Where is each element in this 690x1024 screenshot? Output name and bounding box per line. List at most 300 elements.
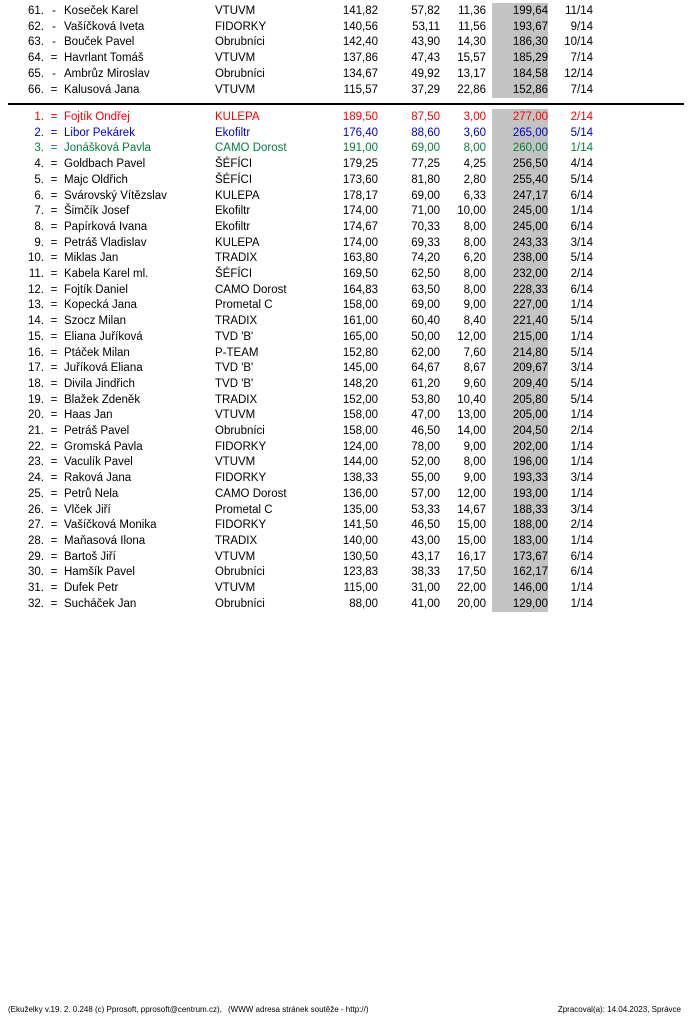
- table-row: [0, 346, 690, 362]
- team-name: Obrubníci: [215, 566, 265, 579]
- score-full: 142,40: [342, 36, 378, 49]
- player-name: Jonášková Pavla: [64, 142, 151, 155]
- score-full: 152,80: [342, 346, 378, 359]
- rank-cell: 27.: [28, 519, 44, 532]
- team-name: TRADIX: [215, 252, 258, 265]
- rank-cell: 22.: [28, 440, 44, 453]
- misses: 8,00: [463, 220, 486, 233]
- misses: 4,25: [463, 158, 486, 171]
- misses: 8,00: [463, 268, 486, 280]
- score-clear: 69,00: [411, 142, 440, 155]
- misses: 6,33: [463, 189, 486, 202]
- misses: 9,60: [463, 377, 486, 390]
- total-score: 152,86: [512, 83, 548, 96]
- round-order: 3/14: [570, 362, 593, 375]
- rank-cell: 8.: [34, 220, 44, 233]
- score-clear: 87,50: [411, 111, 440, 123]
- table-row: [0, 361, 690, 377]
- player-name: Vlček Jiří: [64, 503, 111, 516]
- player-name: Szocz Milan: [64, 315, 126, 328]
- table-row: [0, 565, 690, 581]
- rank-cell: 30.: [28, 566, 44, 579]
- misses: 8,00: [463, 456, 486, 469]
- score-clear: 74,20: [411, 252, 440, 265]
- table-row: [0, 393, 690, 409]
- round-order: 1/14: [570, 409, 593, 422]
- player-name: Libor Pekárek: [64, 126, 135, 139]
- total-score: 277,00: [512, 111, 548, 123]
- team-name: P-TEAM: [215, 346, 259, 359]
- table-row: [0, 236, 690, 252]
- round-order: 6/14: [570, 550, 593, 563]
- change-mark: =: [50, 220, 58, 233]
- round-order: 6/14: [570, 566, 593, 579]
- score-clear: 43,90: [411, 36, 440, 49]
- score-clear: 31,00: [411, 582, 440, 594]
- score-clear: 47,00: [411, 409, 440, 422]
- misses: 12,00: [457, 330, 486, 343]
- player-name: Miklas Jan: [64, 252, 119, 265]
- total-score: 255,40: [512, 173, 548, 186]
- table-row: [0, 126, 690, 142]
- change-mark: =: [50, 534, 58, 547]
- round-order: 1/14: [570, 456, 593, 469]
- player-name: Bartoš Jiří: [64, 550, 116, 563]
- total-score: 193,33: [512, 472, 548, 485]
- team-name: TRADIX: [215, 315, 258, 328]
- misses: 15,57: [457, 52, 486, 65]
- score-full: 178,17: [342, 189, 378, 202]
- change-mark: =: [50, 566, 58, 579]
- score-full: 130,50: [342, 550, 378, 563]
- change-mark: =: [50, 503, 58, 516]
- rank-cell: 25.: [28, 487, 44, 500]
- player-name: Goldbach Pavel: [64, 158, 146, 171]
- player-name: Petráš Pavel: [64, 425, 130, 437]
- change-mark: =: [50, 52, 58, 65]
- team-name: FIDORKY: [215, 440, 267, 453]
- round-order: 2/14: [570, 111, 593, 123]
- table-row: [0, 141, 690, 157]
- total-score: 215,00: [512, 330, 548, 343]
- table-row: [0, 4, 690, 20]
- round-order: 2/14: [570, 519, 593, 532]
- team-name: Obrubníci: [215, 36, 265, 49]
- player-name: Ptáček Milan: [64, 346, 130, 359]
- score-clear: 53,11: [412, 20, 440, 33]
- score-clear: 50,00: [411, 330, 440, 343]
- score-clear: 61,20: [411, 377, 440, 390]
- score-clear: 46,50: [411, 519, 440, 532]
- score-full: 152,00: [342, 393, 378, 406]
- round-order: 10/14: [564, 36, 593, 49]
- change-mark: =: [50, 440, 58, 453]
- change-mark: -: [52, 67, 56, 80]
- change-mark: =: [50, 299, 58, 312]
- team-name: Prometal C: [215, 299, 273, 312]
- table-row: [0, 267, 690, 283]
- team-name: VTUVM: [215, 409, 256, 422]
- team-name: VTUVM: [215, 550, 256, 563]
- table-row: [0, 581, 690, 597]
- score-full: 141,50: [342, 519, 378, 532]
- round-order: 1/14: [570, 142, 593, 155]
- player-name: Vašíčková Monika: [64, 519, 157, 532]
- team-name: KULEPA: [215, 189, 260, 202]
- player-name: Petrů Nela: [64, 487, 119, 500]
- team-name: CAMO Dorost: [215, 487, 287, 500]
- rank-cell: 18.: [28, 377, 44, 390]
- rank-cell: 4.: [34, 158, 44, 171]
- change-mark: =: [50, 268, 58, 280]
- rank-cell: 31.: [28, 582, 44, 594]
- player-name: Raková Jana: [64, 472, 132, 485]
- player-name: Maňasová Ilona: [64, 534, 146, 547]
- change-mark: =: [50, 205, 58, 218]
- change-mark: =: [50, 346, 58, 359]
- misses: 16,17: [457, 550, 486, 563]
- round-order: 1/14: [570, 487, 593, 500]
- score-full: 115,57: [343, 83, 378, 96]
- team-name: VTUVM: [215, 83, 256, 96]
- team-name: CAMO Dorost: [215, 142, 287, 155]
- misses: 8,00: [463, 236, 486, 249]
- total-score: 173,67: [512, 550, 548, 563]
- table-row: [0, 424, 690, 440]
- change-mark: =: [50, 126, 58, 139]
- team-name: ŠÉFÍCI: [215, 268, 253, 280]
- score-clear: 64,67: [411, 362, 440, 375]
- score-full: 138,33: [342, 472, 378, 485]
- score-clear: 77,25: [411, 158, 440, 171]
- score-clear: 46,50: [411, 425, 440, 437]
- team-name: KULEPA: [215, 111, 260, 123]
- team-name: ŠÉFÍCI: [215, 173, 253, 186]
- footer-web: (WWW adresa stránek soutěže - http://): [228, 1005, 369, 1014]
- player-name: Dufek Petr: [64, 582, 119, 594]
- total-score: 193,67: [512, 20, 548, 33]
- team-name: ŠÉFÍCI: [215, 158, 253, 171]
- total-score: 202,00: [512, 440, 548, 453]
- table-row: [0, 189, 690, 205]
- rank-cell: 13.: [28, 299, 44, 312]
- rank-cell: 66.: [28, 83, 44, 96]
- misses: 9,00: [463, 299, 486, 312]
- table-row: [0, 314, 690, 330]
- score-clear: 41,00: [411, 597, 440, 610]
- score-full: 137,86: [342, 52, 378, 65]
- score-clear: 57,82: [411, 5, 440, 17]
- misses: 14,30: [457, 36, 486, 49]
- rank-cell: 19.: [28, 393, 44, 406]
- round-order: 6/14: [570, 189, 593, 202]
- total-score: 209,67: [512, 362, 548, 375]
- player-name: Papírková Ivana: [64, 220, 148, 233]
- section-divider: [8, 103, 684, 105]
- footer-processed: Zpracoval(a): 14.04.2023, Správce: [557, 1005, 681, 1014]
- team-name: TVD 'B': [215, 362, 254, 375]
- table-row: [0, 503, 690, 519]
- total-score: 247,17: [512, 189, 548, 202]
- table-row: [0, 377, 690, 393]
- round-order: 12/14: [564, 67, 593, 80]
- round-order: 5/14: [570, 377, 593, 390]
- team-name: TRADIX: [215, 534, 258, 547]
- misses: 14,00: [457, 425, 486, 437]
- table-row: [0, 35, 690, 51]
- rank-cell: 21.: [28, 425, 44, 437]
- rank-cell: 10.: [28, 252, 44, 265]
- rank-cell: 3.: [34, 142, 44, 155]
- player-name: Juříková Eliana: [64, 362, 143, 375]
- change-mark: =: [50, 189, 58, 202]
- rank-cell: 9.: [34, 236, 44, 249]
- round-order: 5/14: [570, 252, 593, 265]
- change-mark: =: [50, 582, 58, 594]
- team-name: Prometal C: [215, 503, 273, 516]
- score-full: 179,25: [342, 158, 378, 171]
- total-score: 193,00: [512, 487, 548, 500]
- score-full: 135,00: [342, 503, 378, 516]
- table-row: [0, 550, 690, 566]
- team-name: FIDORKY: [215, 472, 267, 485]
- misses: 8,40: [463, 315, 486, 328]
- score-clear: 53,80: [411, 393, 440, 406]
- table-row: [0, 330, 690, 346]
- round-order: 9/14: [570, 20, 593, 33]
- player-name: Svárovský Vítězslav: [64, 189, 167, 202]
- player-name: Divila Jindřich: [64, 377, 135, 390]
- table-row: [0, 298, 690, 314]
- score-clear: 38,33: [411, 566, 440, 579]
- score-clear: 71,00: [411, 205, 440, 218]
- score-full: 88,00: [349, 597, 378, 610]
- player-name: Kalusová Jana: [64, 83, 140, 96]
- player-name: Ambrůz Miroslav: [64, 67, 150, 80]
- round-order: 1/14: [570, 597, 593, 610]
- misses: 20,00: [457, 597, 486, 610]
- misses: 11,56: [458, 20, 486, 33]
- misses: 13,17: [457, 67, 486, 80]
- score-full: 174,67: [342, 220, 378, 233]
- misses: 8,67: [463, 362, 486, 375]
- total-score: 185,29: [512, 52, 548, 65]
- rank-cell: 29.: [28, 550, 44, 563]
- total-score: 186,30: [512, 36, 548, 49]
- score-full: 173,60: [342, 173, 378, 186]
- rank-cell: 28.: [28, 534, 44, 547]
- score-clear: 62,00: [411, 346, 440, 359]
- player-name: Bouček Pavel: [64, 36, 135, 49]
- table-row: [0, 173, 690, 189]
- change-mark: -: [52, 20, 56, 33]
- rank-cell: 15.: [28, 330, 44, 343]
- score-clear: 47,43: [411, 52, 440, 65]
- misses: 9,00: [463, 472, 486, 485]
- misses: 12,00: [457, 487, 486, 500]
- round-order: 2/14: [570, 425, 593, 437]
- round-order: 5/14: [570, 315, 593, 328]
- change-mark: =: [50, 315, 58, 328]
- score-full: 161,00: [342, 315, 378, 328]
- score-full: 174,00: [342, 205, 378, 218]
- footer-software: (Ekuželky v.19. 2. 0.248 (c) Pprosoft, pprosoft@centrum.cz),: [8, 1005, 222, 1014]
- team-name: Ekofiltr: [215, 205, 251, 218]
- change-mark: =: [50, 519, 58, 532]
- score-full: 158,00: [342, 425, 378, 437]
- score-clear: 69,33: [411, 236, 440, 249]
- misses: 9,00: [463, 440, 486, 453]
- total-score: 146,00: [512, 582, 548, 594]
- player-name: Blažek Zdeněk: [64, 393, 141, 406]
- round-order: 3/14: [570, 472, 593, 485]
- round-order: 3/14: [570, 503, 593, 516]
- table-row: [0, 83, 690, 99]
- misses: 8,00: [463, 142, 486, 155]
- change-mark: =: [50, 111, 58, 123]
- player-name: Eliana Juříková: [64, 330, 143, 343]
- rank-cell: 2.: [34, 126, 44, 139]
- rank-cell: 64.: [28, 52, 44, 65]
- change-mark: =: [50, 377, 58, 390]
- misses: 15,00: [457, 519, 486, 532]
- misses: 6,20: [463, 252, 486, 265]
- player-name: Petráš Vladislav: [64, 236, 147, 249]
- rank-cell: 1.: [34, 111, 44, 123]
- rank-cell: 23.: [28, 456, 44, 469]
- player-name: Havrlant Tomáš: [64, 52, 144, 65]
- total-score: 162,17: [512, 566, 548, 579]
- score-full: 174,00: [342, 236, 378, 249]
- team-name: TRADIX: [215, 393, 258, 406]
- misses: 10,40: [457, 393, 486, 406]
- score-clear: 53,33: [411, 503, 440, 516]
- change-mark: =: [50, 362, 58, 375]
- rank-cell: 61.: [28, 5, 44, 17]
- total-score: 188,00: [512, 519, 548, 532]
- rank-cell: 14.: [28, 315, 44, 328]
- player-name: Kabela Karel ml.: [64, 268, 149, 280]
- round-order: 1/14: [570, 205, 593, 218]
- rank-cell: 20.: [28, 409, 44, 422]
- misses: 13,00: [457, 409, 486, 422]
- change-mark: =: [50, 425, 58, 437]
- score-clear: 43,00: [411, 534, 440, 547]
- total-score: 260,00: [512, 142, 548, 155]
- rank-cell: 17.: [28, 362, 44, 375]
- team-name: FIDORKY: [215, 20, 267, 33]
- rank-cell: 32.: [28, 597, 44, 610]
- total-score: 209,40: [512, 377, 548, 390]
- total-score: 204,50: [512, 425, 548, 437]
- rank-cell: 7.: [34, 205, 44, 218]
- round-order: 11/14: [565, 5, 593, 17]
- player-name: Koseček Karel: [64, 5, 139, 17]
- change-mark: -: [52, 5, 56, 17]
- rank-cell: 26.: [28, 503, 44, 516]
- score-clear: 60,40: [411, 315, 440, 328]
- score-clear: 57,00: [411, 487, 440, 500]
- player-name: Fojtík Daniel: [64, 283, 128, 296]
- score-clear: 49,92: [411, 67, 440, 80]
- player-name: Šimčík Josef: [64, 205, 130, 218]
- score-full: 144,00: [342, 456, 378, 469]
- team-name: VTUVM: [215, 52, 256, 65]
- score-full: 165,00: [342, 330, 378, 343]
- total-score: 265,00: [512, 126, 548, 139]
- team-name: TVD 'B': [215, 330, 254, 343]
- total-score: 245,00: [512, 205, 548, 218]
- table-row: [0, 251, 690, 267]
- score-clear: 62,50: [411, 268, 440, 280]
- total-score: 199,64: [512, 5, 548, 17]
- score-clear: 70,33: [411, 220, 440, 233]
- player-name: Vaculík Pavel: [64, 456, 133, 469]
- team-name: VTUVM: [215, 5, 256, 17]
- score-clear: 88,60: [411, 126, 440, 139]
- misses: 15,00: [457, 534, 486, 547]
- team-name: VTUVM: [215, 582, 256, 594]
- team-name: TVD 'B': [215, 377, 254, 390]
- table-row: [0, 67, 690, 83]
- total-score: 188,33: [512, 503, 548, 516]
- score-full: 140,56: [342, 20, 378, 33]
- team-name: VTUVM: [215, 456, 256, 469]
- score-full: 191,00: [342, 142, 378, 155]
- misses: 14,67: [457, 503, 486, 516]
- score-full: 115,00: [343, 582, 378, 594]
- round-order: 4/14: [570, 158, 593, 171]
- misses: 8,00: [463, 283, 486, 296]
- team-name: KULEPA: [215, 236, 260, 249]
- score-full: 141,82: [342, 5, 378, 17]
- score-full: 169,50: [342, 268, 378, 280]
- team-name: Obrubníci: [215, 425, 265, 437]
- score-full: 158,00: [342, 299, 378, 312]
- score-clear: 81,80: [411, 173, 440, 186]
- score-full: 158,00: [342, 409, 378, 422]
- team-name: Obrubníci: [215, 67, 265, 80]
- player-name: Vašíčková Iveta: [64, 20, 145, 33]
- misses: 10,00: [457, 205, 486, 218]
- total-score: 228,33: [512, 283, 548, 296]
- round-order: 6/14: [570, 283, 593, 296]
- change-mark: =: [50, 173, 58, 186]
- score-clear: 52,00: [411, 456, 440, 469]
- total-score: 205,00: [512, 409, 548, 422]
- table-row: [0, 220, 690, 236]
- misses: 2,80: [463, 173, 486, 186]
- team-name: Ekofiltr: [215, 220, 251, 233]
- player-name: Kopecká Jana: [64, 299, 137, 312]
- round-order: 5/14: [570, 126, 593, 139]
- table-row: [0, 597, 690, 613]
- table-row: [0, 51, 690, 67]
- score-clear: 43,17: [411, 550, 440, 563]
- round-order: 7/14: [570, 83, 593, 96]
- change-mark: =: [50, 283, 58, 296]
- score-full: 148,20: [342, 377, 378, 390]
- score-full: 136,00: [342, 487, 378, 500]
- team-name: FIDORKY: [215, 519, 267, 532]
- table-row: [0, 471, 690, 487]
- score-clear: 63,50: [411, 283, 440, 296]
- table-row: [0, 20, 690, 36]
- score-full: 134,67: [342, 67, 378, 80]
- player-name: Majc Oldřich: [64, 173, 128, 186]
- total-score: 243,33: [512, 236, 548, 249]
- change-mark: =: [50, 550, 58, 563]
